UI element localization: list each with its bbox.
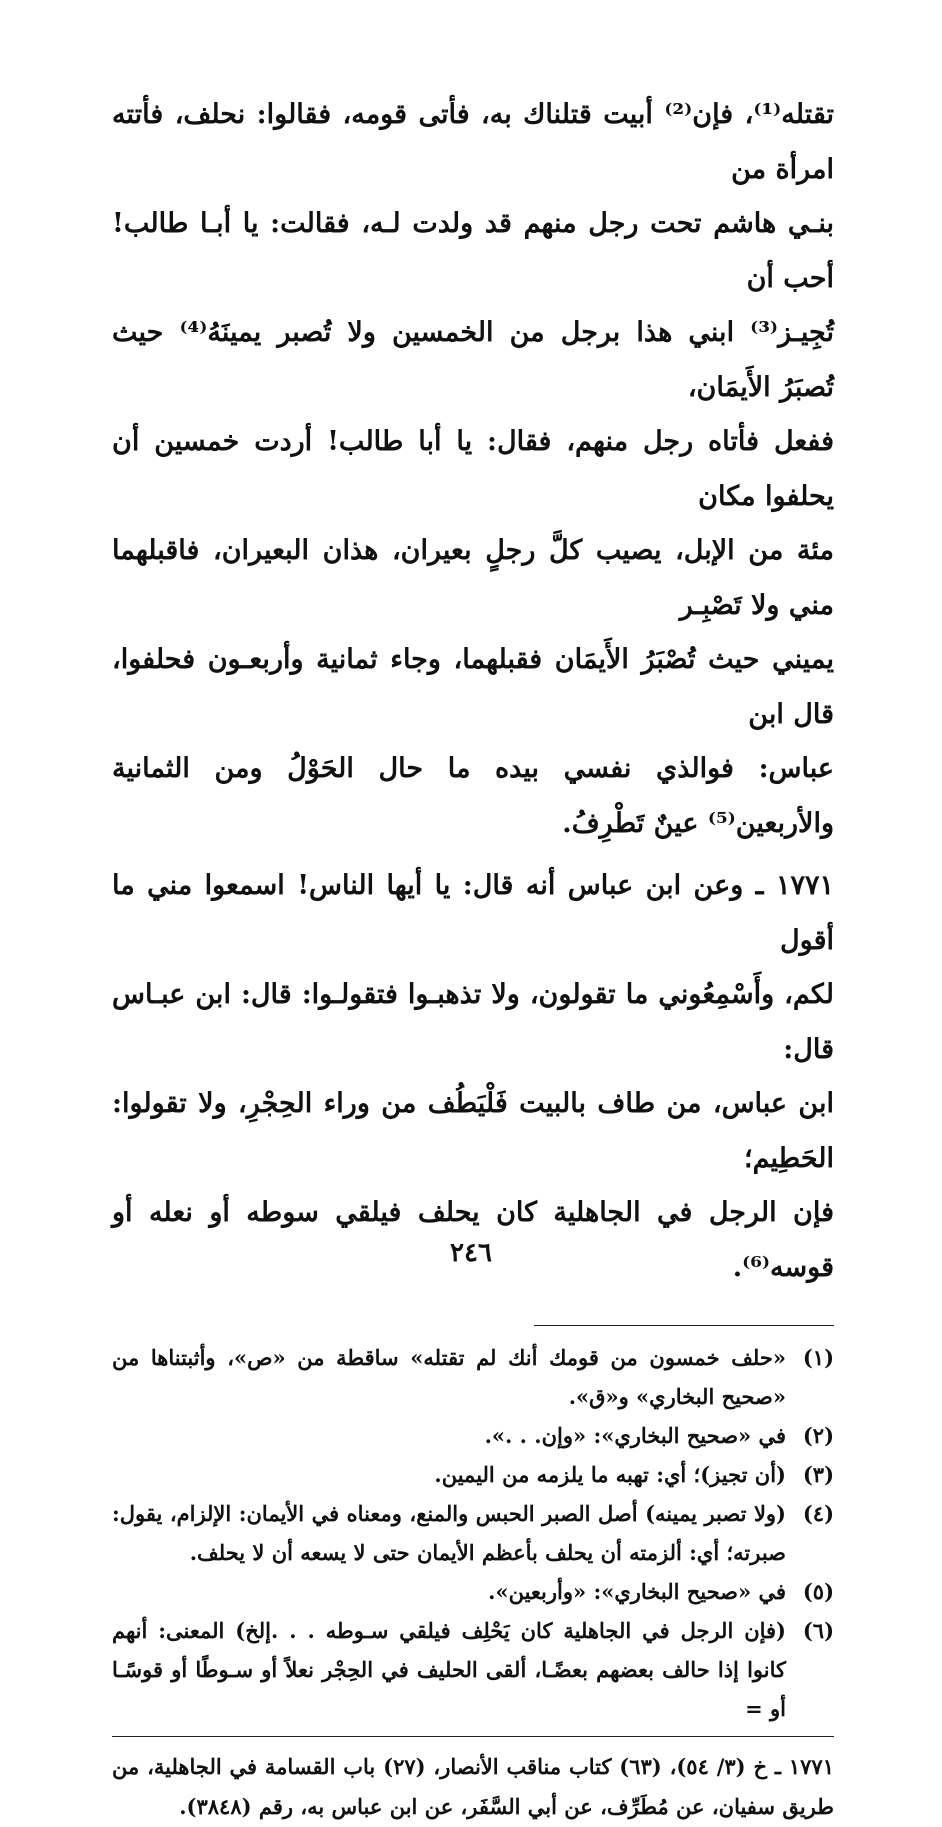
footnote-number: (١): [802, 1345, 834, 1370]
source-divider: [112, 1736, 834, 1737]
footnote-text: «حلف خمسون من قومك أنك لم تقتله» ساقطة من «ص»، وأثبتناها من «صحيح البخاري» و«ق».: [112, 1345, 786, 1409]
footnote: [112, 1611, 834, 1728]
text-line: يميني حيث تُصْبَرُ الأَيمَان فقبلهما، وجاء ثمانية وأربعـون فحلفوا، قال ابن: [112, 644, 834, 730]
main-text: [112, 88, 834, 1295]
text-line: بنـي هاشم تحت رجل منهم قد ولدت لـه، فقالت: يا أبـا طالب! أحب أن: [112, 208, 834, 294]
text-line: ابن عباس، من طاف بالبيت فَلْيَطُف من وراء الحِجْرِ، ولا تقولوا: الحَطِيم؛: [112, 1088, 834, 1174]
text-line: ١٧٧١ ـ وعن ابن عباس أنه قال: يا أيها الناس! اسمعوا مني ما أقول: [112, 870, 834, 956]
source-reference: ١٧٧١ ـ خ (٣/ ٥٤)، (٦٣) كتاب مناقب الأنصار، (٢٧) باب القسامة في الجاهلية، من طريق سفيان، عن مُطَرِّف، عن أبي السَّفَر، عن ابن عباس به، رقم (٣٨٤٨).: [112, 1754, 834, 1819]
text-line: تُجِيـز⁽³⁾ ابني هذا برجل من الخمسين ولا تُصبر يمينَهُ⁽⁴⁾ حيث تُصبَرُ الأَيمَان،: [112, 317, 834, 403]
footnote-text: (فإن الرجل في الجاهلية كان يَحْلِف فيلقي سـوطه . . .إلخ) المعنى: أنهم كانوا إذا حالف بعضهم بعضًـا، ألقى الحليف في الحِجْر نعلاً أو سـوطًا أو قوسًـا أو =: [112, 1618, 786, 1721]
text-line: مئة من الإبل، يصيب كلَّ رجلٍ بعيران، هذان البعيران، فاقبلهما مني ولا تَصْبِـر: [112, 535, 834, 621]
footnote-number: (٤): [802, 1501, 834, 1526]
footnote: [112, 1572, 834, 1611]
text-line: فإن الرجل في الجاهلية كان يحلف فيلقي سوطه أو نعله أو قوسه⁽⁶⁾.: [112, 1197, 834, 1283]
footnote-number: (٣): [802, 1462, 834, 1487]
footnote-text: (ولا تصبر يمينه) أصل الصبر الحبس والمنع، ومعناه في الأيمان: الإلزام، يقول: صبرته؛ أي: ألزمته أن يحلف بأعظم الأيمان حتى لا يسعه أن لا يحلف.: [112, 1501, 786, 1565]
footnote: [112, 1455, 834, 1494]
paragraph-gap: [112, 851, 834, 859]
footnote-number: (٦): [802, 1618, 834, 1643]
text-line: ففعل فأتاه رجل منهم، فقال: يا أبا طالب! أردت خمسين أن يحلفوا مكان: [112, 426, 834, 512]
footnote-list: [112, 1338, 834, 1728]
text-line: لكم، وأَسْمِعُوني ما تقولون، ولا تذهبـوا فتقولـوا: قال: ابن عبـاس قال:: [112, 979, 834, 1065]
footnote-text: في «صحيح البخاري»: «وإن. . .».: [484, 1423, 786, 1448]
footnote-text: في «صحيح البخاري»: «وأربعين».: [488, 1579, 786, 1604]
footnote-number: (٥): [802, 1579, 834, 1604]
text-line: تقتله⁽¹⁾، فإن⁽²⁾ أبيت قتلناك به، فأتى قومه، فقالوا: نحلف، فأتته امرأة من: [112, 99, 834, 185]
footnote: [112, 1416, 834, 1455]
footnote-number: (٢): [802, 1423, 834, 1448]
text-line: عباس: فوالذي نفسي بيده ما حال الحَوْلُ ومن الثمانية والأربعين⁽⁵⁾ عينٌ تَطْرِفُ.: [112, 753, 834, 839]
footnote: [112, 1494, 834, 1572]
footnote: [112, 1338, 834, 1416]
footnote-divider: [534, 1325, 834, 1326]
footnote-text: (أن تجيز)؛ أي: تهبه ما يلزمه من اليمين.: [434, 1462, 786, 1487]
page-content: [112, 88, 834, 1827]
page-number: ٢٤٦: [450, 1238, 492, 1268]
